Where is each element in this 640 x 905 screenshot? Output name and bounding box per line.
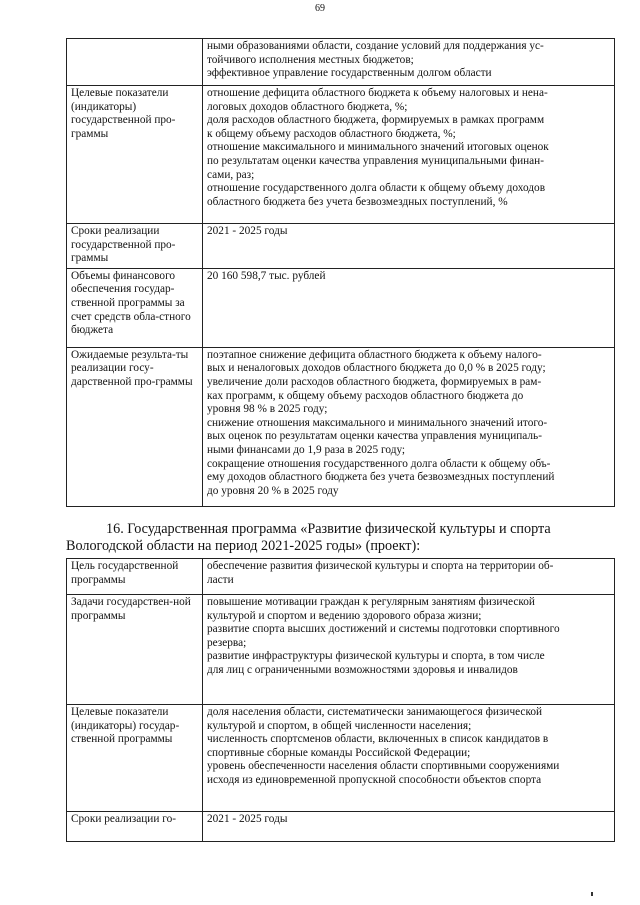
program-table-15 xyxy=(66,38,615,507)
content-line: доля расходов областного бюджета, формируемых в рамках программ xyxy=(207,114,545,127)
content-line: численность спортсменов области, включенных в список кандидатов в xyxy=(207,733,549,746)
content-line: ными образованиями области, создание условий для поддержания ус- xyxy=(207,40,544,52)
content-line: культурой и спортом, в общей численности населения; xyxy=(207,719,472,732)
content-line: эффективное управление государственным долгом области xyxy=(207,67,492,80)
content-line: уровня 98 % в 2025 году; xyxy=(207,403,328,416)
row-label: Объемы финансового обеспечения государ-ственной программы за счет средств обла-стного бюджета xyxy=(67,268,203,347)
content-line: резерва; xyxy=(207,636,247,649)
content-line: отношение государственного долга области к общему объему доходов xyxy=(207,182,546,195)
row-label: Цель государственной программы xyxy=(67,559,203,595)
content-line: снижение отношения максимального и минимального значений итого- xyxy=(207,416,548,429)
content-line: логовых доходов областного бюджета, %; xyxy=(207,100,408,113)
content-line: тойчивого исполнения местных бюджетов; xyxy=(207,53,414,66)
content-line: 20 160 598,7 тыс. рублей xyxy=(207,269,326,282)
section-heading-line-1: 16. Государственная программа «Развитие физической культуры и спорта xyxy=(106,521,551,537)
content-line: отношение дефицита областного бюджета к объему налоговых и нена- xyxy=(207,87,548,99)
content-line: ными финансами до 1,9 раза в 2025 году; xyxy=(207,443,406,456)
row-label: Целевые показатели (индикаторы) государ-ственной программы xyxy=(67,705,203,812)
section-heading-line-2: Вологодской области на период 2021-2025 годы» (проект): xyxy=(66,538,421,554)
content-line: обеспечение развития физической культуры и спорта на территории об- xyxy=(207,560,554,572)
program-table-16 xyxy=(66,558,615,842)
content-line: повышение мотивации граждан к регулярным занятиям физической xyxy=(207,596,535,608)
content-line: по результатам оценки качества управления муниципальными финан- xyxy=(207,154,544,167)
row-content xyxy=(203,595,615,705)
content-line: 2021 - 2025 годы xyxy=(207,813,288,825)
row-content xyxy=(203,39,615,86)
row-content xyxy=(203,224,615,269)
content-line: уровень обеспеченности населения области спортивными сооружениями xyxy=(207,760,560,773)
content-line: до уровня 20 % в 2025 году xyxy=(207,484,339,497)
row-content xyxy=(203,559,615,595)
content-line: ках программ, к общему объему расходов областного бюджета до xyxy=(207,389,524,402)
content-line: исходя из единовременной пропускной способности объектов спорта xyxy=(207,773,542,786)
row-content xyxy=(203,268,615,347)
content-line: отношение максимального и минимального значений итоговых оценок xyxy=(207,141,549,154)
table-row xyxy=(67,86,615,224)
content-line: сокращение отношения государственного долга области к общему объ- xyxy=(207,457,551,470)
content-line: к общему объему расходов областного бюджета, %; xyxy=(207,127,456,140)
row-label: Сроки реализации государственной про-граммы xyxy=(67,224,203,269)
content-line: областного бюджета без учета безвозмездных поступлений, % xyxy=(207,195,508,208)
table-row xyxy=(67,268,615,347)
row-label: Ожидаемые результа-ты реализации госу-дарственной про-граммы xyxy=(67,347,203,506)
table-row xyxy=(67,595,615,705)
row-content xyxy=(203,705,615,812)
content-line: культурой и спортом и ведению здорового образа жизни; xyxy=(207,609,482,622)
content-line: сами, раз; xyxy=(207,168,255,181)
table-row xyxy=(67,812,615,842)
content-line: для лиц с ограниченными возможностями здоровья и инвалидов xyxy=(207,663,518,676)
content-line: вых оценок по результатам оценки качества управления муниципаль- xyxy=(207,430,542,443)
content-line: ласти xyxy=(207,573,234,586)
content-line: 2021 - 2025 годы xyxy=(207,225,288,237)
table-row xyxy=(67,705,615,812)
row-label: Целевые показатели (индикаторы) государственной про-граммы xyxy=(67,86,203,224)
scan-speck xyxy=(591,892,593,896)
content-line: увеличение доли расходов областного бюджета, формируемых в рам- xyxy=(207,375,542,388)
row-content xyxy=(203,86,615,224)
content-line: развитие спорта высших достижений и системы подготовки спортивного xyxy=(207,623,560,636)
program-table-16-body xyxy=(67,559,615,842)
content-line: развитие инфраструктуры физической культуры и спорта, в том числе xyxy=(207,650,545,663)
table-row xyxy=(67,224,615,269)
content-line: спортивные сборные команды Российской Федерации; xyxy=(207,746,471,759)
row-content xyxy=(203,812,615,842)
row-content xyxy=(203,347,615,506)
row-label xyxy=(67,39,203,86)
program-table-15-body xyxy=(67,39,615,507)
content-line: доля населения области, систематически занимающегося физической xyxy=(207,706,543,718)
table-row xyxy=(67,559,615,595)
row-label: Задачи государствен-ной программы xyxy=(67,595,203,705)
content-line: вых и неналоговых доходов областного бюджета до 0,0 % в 2025 году; xyxy=(207,362,546,375)
content-line: ему доходов областного бюджета без учета безвозмездных поступлений xyxy=(207,471,555,484)
table-row xyxy=(67,39,615,86)
content-line: поэтапное снижение дефицита областного бюджета к объему налого- xyxy=(207,348,542,361)
table-row xyxy=(67,347,615,506)
section-heading xyxy=(66,521,615,555)
row-label: Сроки реализации го- xyxy=(67,812,203,842)
page-number: 69 xyxy=(315,3,325,14)
